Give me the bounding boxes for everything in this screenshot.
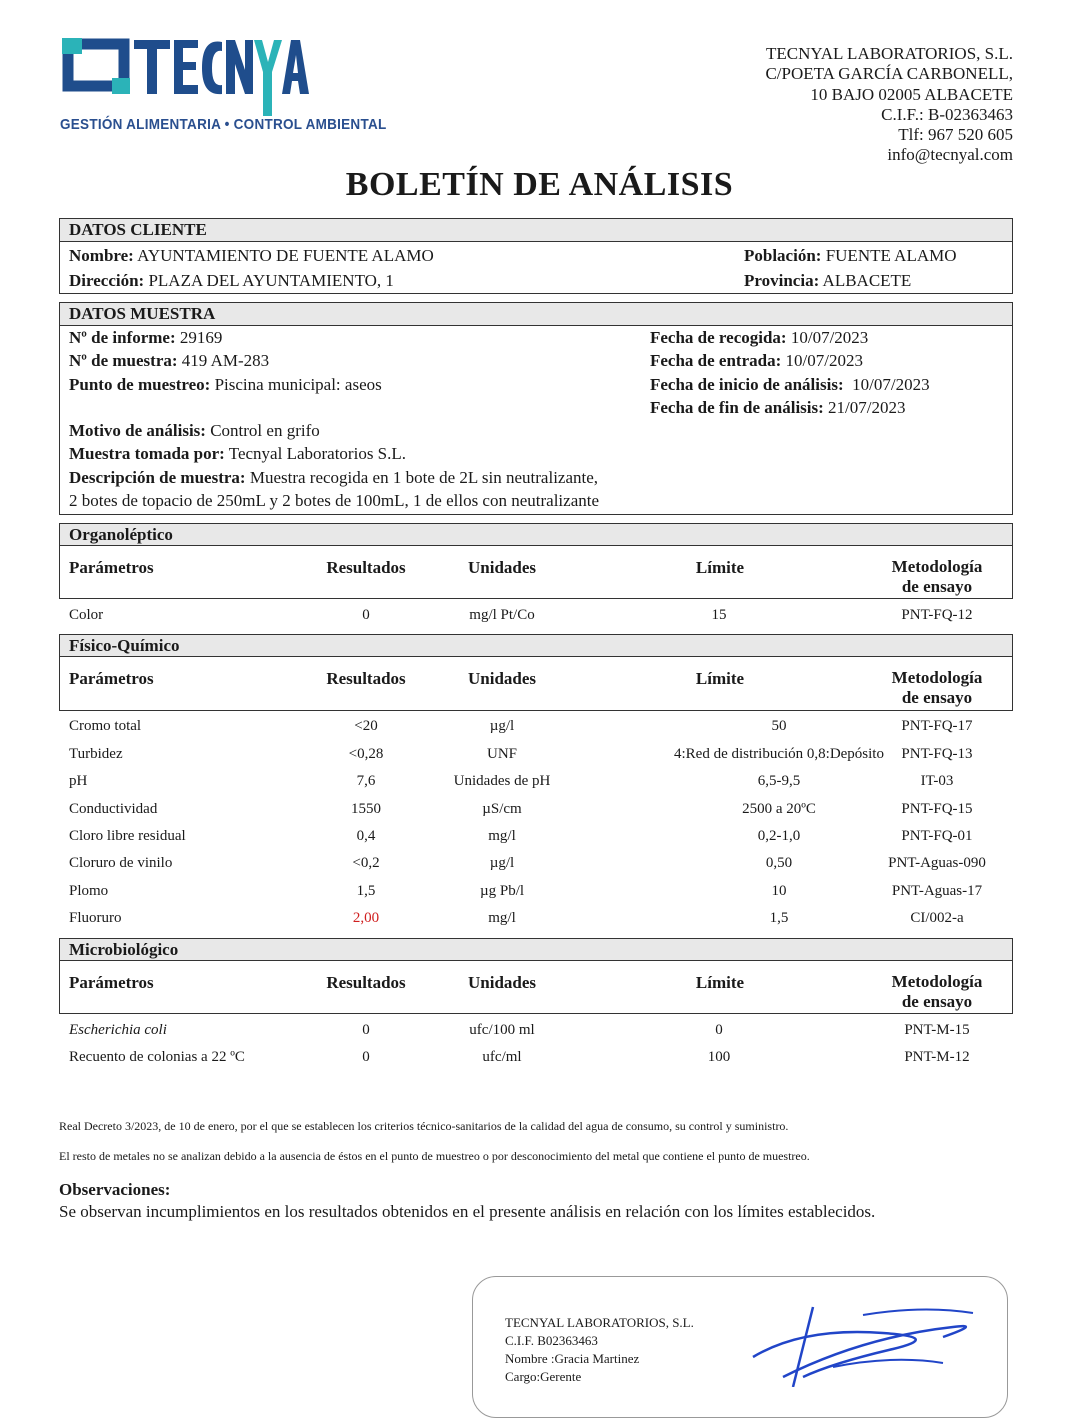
table-row [59,855,1011,877]
company-name: TECNYAL LABORATORIOS, S.L. [766,44,1013,63]
row-result: 7,6 [356,773,376,789]
row-result: 2,00 [352,910,380,926]
client-name: Nombre: AYUNTAMIENTO DE FUENTE ALAMO [69,246,434,265]
table-row [59,828,1011,850]
observations-text: Se observan incumplimientos en los resultados obtenidos en el presente análisis en relación con los límites establecidos. [59,1202,876,1221]
sample-data-heading: DATOS MUESTRA [60,303,1012,326]
col-param: Parámetros [69,669,154,688]
section-microbiologico: Microbiológico [59,938,1013,961]
row-param: Cloruro de vinilo [69,855,173,871]
client-data-box [59,218,1013,294]
signature-stamp [472,1276,1008,1418]
row-param: Cromo total [69,718,142,734]
row-limit: 0,2-1,0 [757,828,801,844]
row-method: PNT-Aguas-17 [891,883,983,899]
table-header-fisico [59,656,1013,711]
table-row [59,1022,1011,1044]
row-param: Plomo [69,883,109,899]
table-row [59,773,1011,795]
report-number: Nº de informe: 29169 [69,328,223,347]
col-units: Unidades [467,558,537,577]
row-method: PNT-M-12 [904,1049,970,1065]
sample-data-box [59,302,1013,515]
row-limit: 10 [771,883,787,899]
col-param: Parámetros [69,558,154,577]
sample-number: Nº de muestra: 419 AM-283 [69,351,270,370]
row-param: Conductividad [69,801,158,817]
row-param: Fluoruro [69,910,122,926]
handwritten-signature [743,1297,993,1387]
analysis-start-date: Fecha de inicio de análisis: 10/07/2023 [650,375,930,394]
row-method: PNT-FQ-12 [901,607,973,623]
client-address: Dirección: PLAZA DEL AYUNTAMIENTO, 1 [69,271,394,290]
row-units: µg/l [489,718,515,734]
col-limit: Límite [695,973,745,992]
stamp-company: TECNYAL LABORATORIOS, S.L. [505,1315,694,1330]
row-method: PNT-FQ-15 [901,801,973,817]
table-row [59,1049,1011,1071]
row-result: 0,4 [356,828,376,844]
row-param: Recuento de colonias a 22 ºC [69,1049,245,1065]
row-limit: 100 [707,1049,731,1065]
row-method: PNT-FQ-17 [901,718,973,734]
col-method: Metodología de ensayo [891,972,983,1011]
row-limit: 0,50 [765,855,793,871]
row-units: µg Pb/l [479,883,525,899]
row-limit: 1,5 [769,910,789,926]
row-param: Cloro libre residual [69,828,186,844]
logo-mark [60,30,310,116]
row-result: <0,28 [348,746,384,762]
col-method: Metodología de ensayo [891,668,983,707]
client-town: Población: FUENTE ALAMO [744,246,957,265]
col-units: Unidades [467,973,537,992]
table-row [59,746,1011,768]
page-title: BOLETÍN DE ANÁLISIS [345,166,734,203]
row-units: mg/l [488,910,516,926]
row-units: ufc/100 ml [469,1022,535,1038]
client-province: Provincia: ALBACETE [744,271,912,290]
table-row [59,883,1011,905]
company-cif: C.I.F.: B-02363463 [881,104,1013,124]
section-organoleptico: Organoléptico [59,523,1013,546]
table-header-micro [59,960,1013,1014]
col-units: Unidades [467,669,537,688]
row-limit: 4:Red de distribución 0,8:Depósito [674,746,884,762]
row-result: 0 [362,1022,370,1038]
row-units: UNF [486,746,517,762]
sample-taken-by: Muestra tomada por: Tecnyal Laboratorios S.L. [69,444,407,463]
sample-description-cont: 2 botes de topacio de 250mL y 2 botes de 100mL, 1 de ellos con neutralizante [69,491,600,510]
stamp-name: Nombre :Gracia Martinez [505,1351,640,1366]
analysis-end-date: Fecha de fin de análisis: 21/07/2023 [650,398,906,417]
col-method: Metodología de ensayo [891,557,983,596]
stamp-role: Cargo:Gerente [505,1369,582,1384]
table-row [59,607,1011,629]
table-row [59,801,1011,823]
row-units: µg/l [489,855,515,871]
row-result: <0,2 [352,855,380,871]
company-city: 10 BAJO 02005 ALBACETE [810,84,1013,104]
row-units: µS/cm [482,801,522,817]
row-result: 1550 [351,801,381,817]
row-units: Unidades de pH [453,773,551,789]
company-street: C/POETA GARCÍA CARBONELL, [765,64,1013,84]
row-param: Turbidez [69,746,123,762]
row-method: IT-03 [920,773,954,789]
row-result: 1,5 [356,883,376,899]
row-result: 0 [362,1049,370,1065]
row-units: ufc/ml [482,1049,522,1065]
company-logo [60,30,387,140]
company-email[interactable]: info@tecnyal.com [887,145,1013,165]
row-method: PNT-M-15 [904,1022,970,1038]
row-result: <20 [354,718,378,734]
observations-heading: Observaciones: [59,1180,171,1199]
row-limit: 0 [715,1022,723,1038]
col-result: Resultados [326,669,406,688]
row-limit: 50 [771,718,787,734]
stamp-cif: C.I.F. B02363463 [505,1333,598,1348]
col-param: Parámetros [69,973,154,992]
client-data-heading: DATOS CLIENTE [60,219,1012,242]
row-method: PNT-FQ-01 [901,828,973,844]
row-param: Escherichia coli [69,1022,167,1038]
analysis-reason: Motivo de análisis: Control en grifo [69,421,320,440]
row-method: PNT-Aguas-090 [888,855,986,871]
company-address [765,44,1013,166]
collection-date: Fecha de recogida: 10/07/2023 [650,328,869,347]
col-result: Resultados [326,558,406,577]
sampling-point: Punto de muestreo: Piscina municipal: aseos [69,375,382,394]
row-method: CI/002-a [910,910,964,926]
row-limit: 15 [711,607,727,623]
table-header-organoleptico [59,545,1013,599]
row-method: PNT-FQ-13 [901,746,973,762]
col-limit: Límite [695,669,745,688]
sample-description: Descripción de muestra: Muestra recogida en 1 bote de 2L sin neutralizante, [69,468,599,487]
row-param: Color [69,607,104,623]
col-limit: Límite [695,558,745,577]
company-phone: Tlf: 967 520 605 [898,125,1013,145]
row-limit: 6,5-9,5 [757,773,801,789]
row-limit: 2500 a 20ºC [742,801,816,817]
logo-subtitle: GESTIÓN ALIMENTARIA • CONTROL AMBIENTAL [60,116,387,133]
row-units: mg/l [488,828,516,844]
legal-note: Real Decreto 3/2023, de 10 de enero, por el que se establecen los criterios técnico-sanitarios de la calidad del agua de consumo, su control y suministro. [59,1119,789,1133]
entry-date: Fecha de entrada: 10/07/2023 [650,351,863,370]
metals-note: El resto de metales no se analizan debido a la ausencia de éstos en el punto de muestreo o por desconocimiento del metal que contiene el punto de muestreo. [59,1149,810,1163]
section-fisico-quimico: Físico-Químico [59,634,1013,657]
col-result: Resultados [326,973,406,992]
row-param: pH [69,773,88,789]
row-units: mg/l Pt/Co [469,607,535,623]
table-row [59,718,1011,740]
table-row [59,910,1011,932]
row-result: 0 [362,607,370,623]
